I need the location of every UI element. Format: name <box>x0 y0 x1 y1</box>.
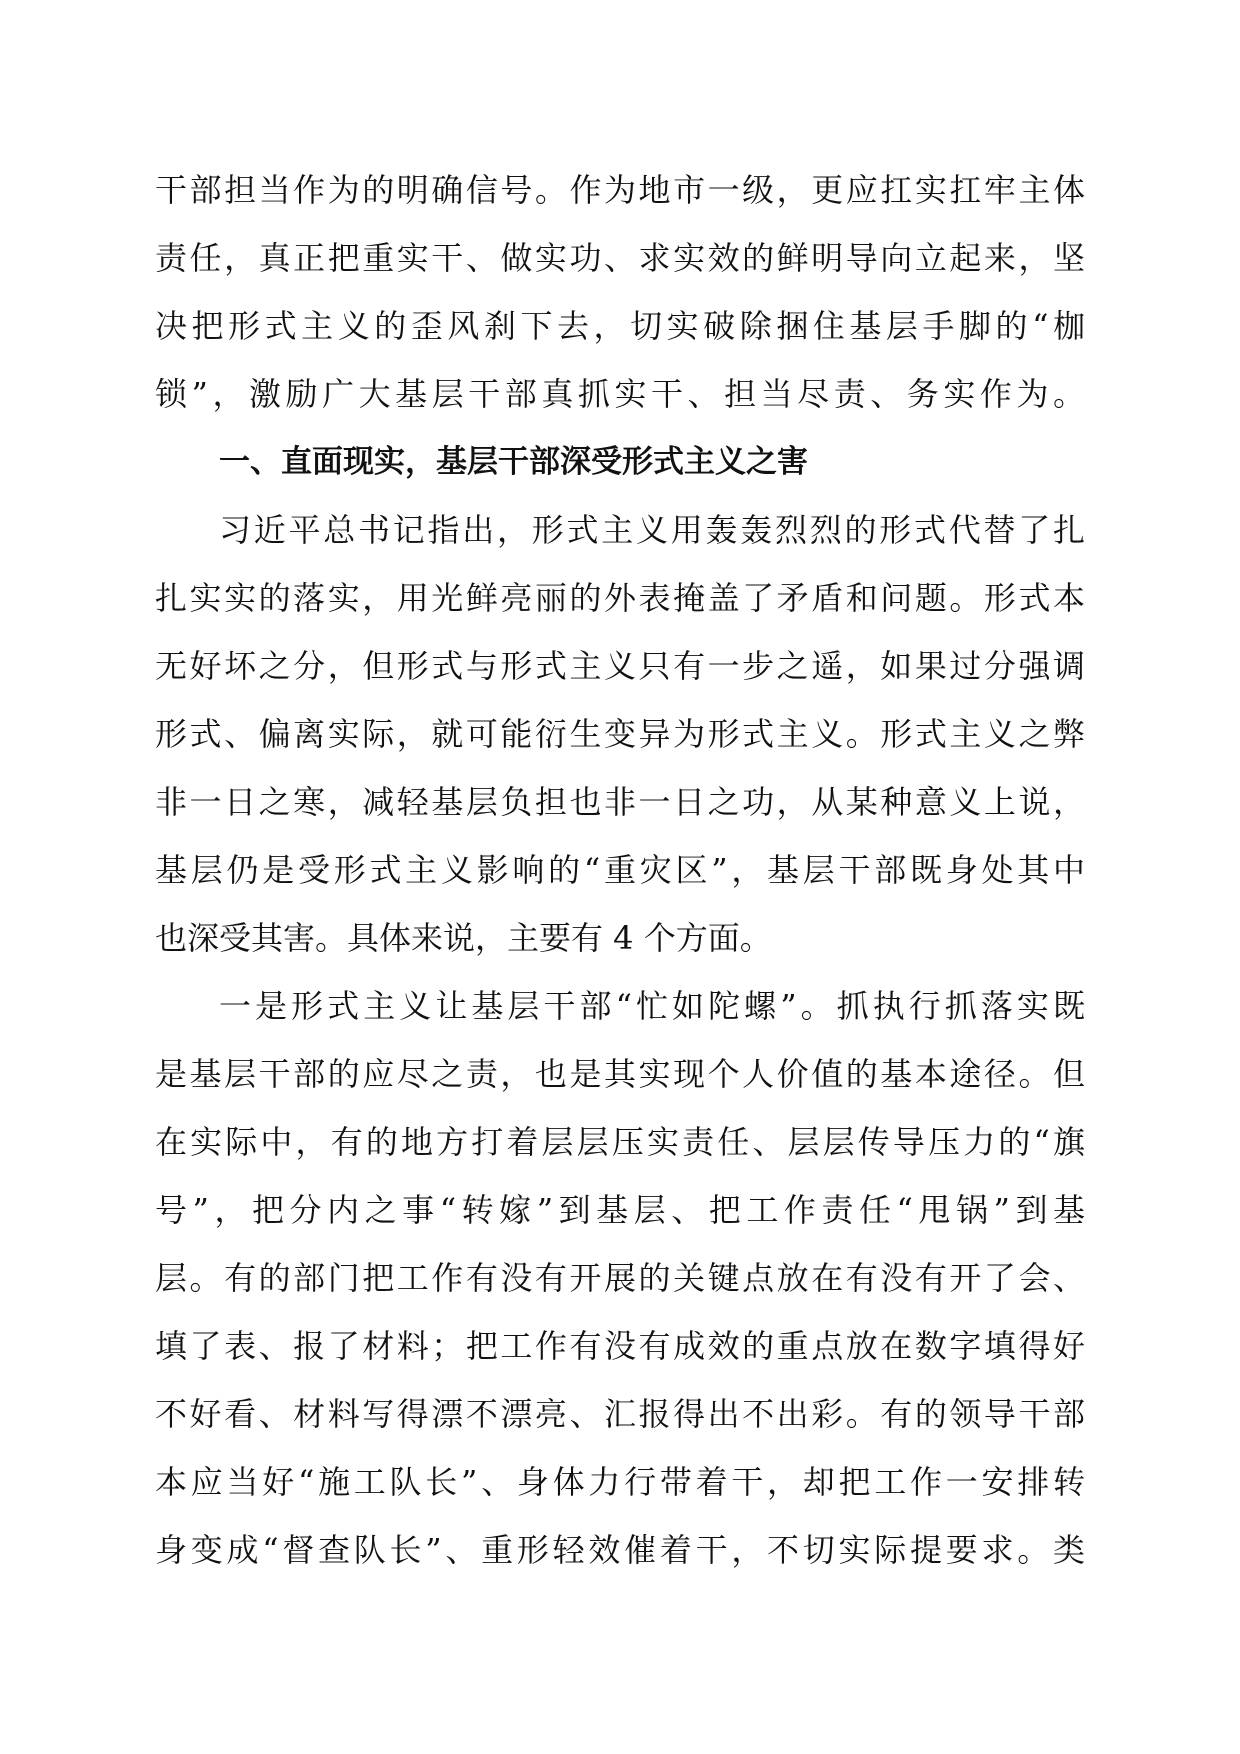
paragraph-line: 身变成“督查队长”、重形轻效催着干，不切实际提要求。类 <box>155 1531 1085 1569</box>
paragraph-line: 不好看、材料写得漂不漂亮、汇报得出不出彩。有的领导干部 <box>155 1395 1085 1433</box>
paragraph-line: 一是形式主义让基层干部“忙如陀螺”。抓执行抓落实既 <box>219 987 1085 1025</box>
paragraph-line: 号”，把分内之事“转嫁”到基层、把工作责任“甩锅”到基 <box>155 1191 1085 1229</box>
paragraph-line: 也深受其害。具体来说，主要有 4 个方面。 <box>155 919 772 957</box>
paragraph-line: 层。有的部门把工作有没有开展的关键点放在有没有开了会、 <box>155 1259 1085 1297</box>
paragraph-line: 无好坏之分，但形式与形式主义只有一步之遥，如果过分强调 <box>155 647 1085 685</box>
section-heading: 一、直面现实，基层干部深受形式主义之害 <box>219 444 808 480</box>
paragraph-line: 习近平总书记指出，形式主义用轰轰烈烈的形式代替了扎 <box>219 511 1085 549</box>
intro-line: 决把形式主义的歪风刹下去，切实破除捆住基层手脚的“枷 <box>155 307 1085 345</box>
paragraph-line: 在实际中，有的地方打着层层压实责任、层层传导压力的“旗 <box>155 1123 1085 1161</box>
paragraph-line: 是基层干部的应尽之责，也是其实现个人价值的基本途径。但 <box>155 1055 1085 1093</box>
paragraph-line: 扎实实的落实，用光鲜亮丽的外表掩盖了矛盾和问题。形式本 <box>155 579 1085 617</box>
paragraph-line: 形式、偏离实际，就可能衍生变异为形式主义。形式主义之弊 <box>155 715 1085 753</box>
paragraph-line: 非一日之寒，减轻基层负担也非一日之功，从某种意义上说， <box>155 783 1085 821</box>
intro-line: 责任，真正把重实干、做实功、求实效的鲜明导向立起来，坚 <box>155 239 1085 277</box>
intro-line: 干部担当作为的明确信号。作为地市一级，更应扛实扛牢主体 <box>155 171 1085 209</box>
paragraph-line: 基层仍是受形式主义影响的“重灾区”，基层干部既身处其中 <box>155 851 1085 889</box>
paragraph-line: 填了表、报了材料；把工作有没有成效的重点放在数字填得好 <box>155 1327 1085 1365</box>
paragraph-line: 本应当好“施工队长”、身体力行带着干，却把工作一安排转 <box>155 1463 1085 1501</box>
intro-line: 锁”，激励广大基层干部真抓实干、担当尽责、务实作为。 <box>155 375 1085 413</box>
